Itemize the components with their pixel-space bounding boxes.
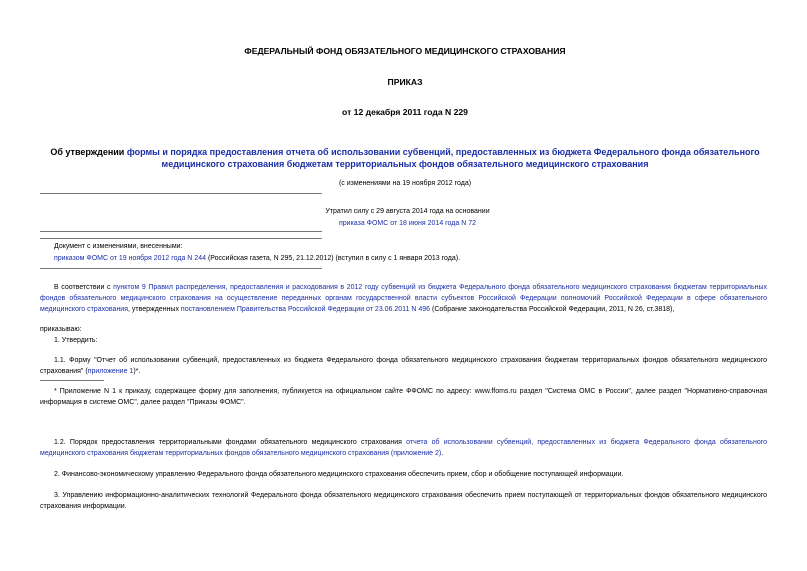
expired-note: [40, 206, 775, 230]
preamble: [40, 282, 767, 315]
title-prefix: Об утверждении: [50, 147, 127, 157]
item-3: [40, 490, 767, 512]
item-1-1-link[interactable]: приложение 1: [87, 368, 134, 375]
org-name: ФЕДЕРАЛЬНЫЙ ФОНД ОБЯЗАТЕЛЬНОГО МЕДИЦИНСКОГО СТРАХОВАНИЯ: [244, 46, 566, 56]
item-1: 1. Утвердить:: [54, 337, 98, 344]
preamble-text-2: , утвержденных: [128, 306, 181, 313]
changes-heading: Документ с изменениями, внесенными:: [54, 243, 183, 250]
divider-2: [40, 231, 322, 232]
item-2: [40, 469, 767, 480]
order-word: приказываю:: [40, 326, 82, 333]
item-1-2: [40, 437, 767, 459]
preamble-link-2[interactable]: постановлением Правительства Российской Федерации от 23.06.2011 N 496: [180, 306, 431, 313]
item-2-text: 2. Финансово-экономическому управлению Федерального фонда обязательного медицинского страхования обеспечить прием, сбор и обобщение поступающей информации.: [54, 471, 624, 478]
title-link[interactable]: формы и порядка предоставления отчета об использовании субвенций, предоставленных из бюджета Федерального фонда обязательного медицинского страхования бюджетам территориальных фондов обязательного медицинского страхования: [126, 147, 760, 169]
item-1-1-end: )*.: [133, 368, 141, 375]
expired-text: Утратил силу с 29 августа 2014 года на основании: [325, 208, 490, 215]
expired-link[interactable]: приказа ФОМС от 18 июня 2014 года N 72: [338, 220, 477, 227]
item-1-2-link[interactable]: отчета об использовании субвенций, предоставленных из бюджета Федерального фонда обязательного медицинского страхования бюджетам территориальных фондов обязательного медицинского страхования (приложение 2): [40, 439, 767, 457]
item-3-text: 3. Управлению информационно-аналитических технологий Федерального фонда обязательного медицинского страхования обеспечить прием поступающей от территориальных фондов обязательного медицинского страхования информации.: [40, 492, 767, 510]
footnote-text: * Приложение N 1 к приказу, содержащее форму для заполнения, публикуется на официальном сайте ФФОМС по адресу: www.ffoms.ru раздел "Система ОМС в России", далее раздел "Нормативно-справочная информация в системе ОМС", далее раздел "Приказы ФОМС".: [40, 388, 767, 406]
doc-date-number: от 12 декабря 2011 года N 229: [342, 107, 468, 117]
item-1-2-end: .: [441, 450, 444, 457]
divider-4: [40, 268, 322, 269]
changes-line: [54, 253, 774, 264]
divider-3: [40, 238, 322, 239]
footnote-divider: [40, 380, 104, 381]
preamble-text-1: В соответствии с: [54, 284, 114, 291]
preamble-link-1[interactable]: пунктом 9 Правил распределения, предоставления и расходования в 2012 году субвенций из бюджета Федерального фонда обязательного медицинского страхования бюджетам территориальных фондов обязательного медицинского страхования на осуществление переданных органам государственной власти субъектов Российской Федерации полномочий Российской Федерации в сфере обязательного медицинского страхования: [40, 284, 767, 313]
amendments-note: (с изменениями на 19 ноября 2012 года): [338, 180, 472, 187]
changes-link[interactable]: приказом ФОМС от 19 ноября 2012 года N 244: [54, 255, 206, 262]
item-1-1-text: 1.1. Форму "Отчет об использовании субвенций, предоставленных из бюджета Федерального фонда обязательного медицинского страхования бюджетам территориальных фондов обязательного медицинского страхования" (: [40, 357, 767, 375]
doc-type: ПРИКАЗ: [387, 77, 423, 87]
changes-rest: (Российская газета, N 295, 21.12.2012) (вступил в силу с 1 января 2013 года).: [206, 255, 461, 262]
footnote: [40, 386, 767, 408]
doc-title: [40, 146, 770, 170]
divider-1: [40, 193, 322, 194]
item-1-1: [40, 355, 767, 377]
preamble-text-3: (Собрание законодательства Российской Федерации, 2011, N 26, ст.3818),: [430, 306, 675, 313]
item-1-2-text: 1.2. Порядок предоставления территориальными фондами обязательного медицинского страхования: [54, 439, 407, 446]
